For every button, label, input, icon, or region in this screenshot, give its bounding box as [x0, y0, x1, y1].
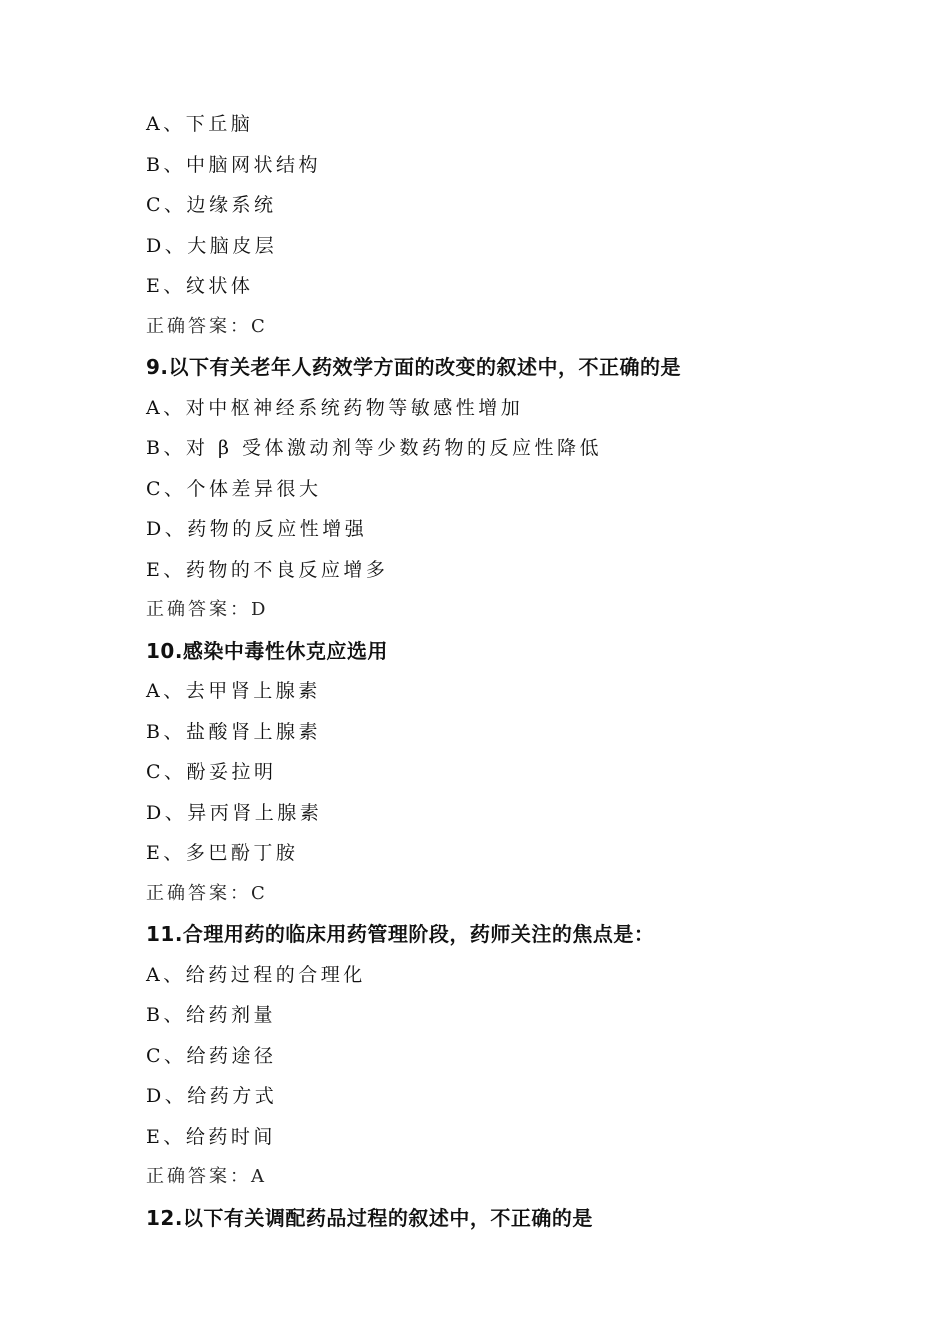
option-d: D、给药方式 — [146, 1085, 278, 1107]
question-title: 11.合理用药的临床用药管理阶段，药师关注的焦点是： — [146, 922, 655, 946]
question-9-block — [146, 347, 906, 631]
question-title: 12.以下有关调配药品过程的叙述中，不正确的是 — [146, 1205, 593, 1230]
option-a: A、下丘脑 — [146, 113, 254, 135]
option-d: D、大脑皮层 — [146, 234, 278, 257]
question-10-block — [146, 631, 906, 915]
option-e: E、多巴酚丁胺 — [146, 842, 299, 864]
option-b: B、中脑网状结构 — [146, 153, 321, 176]
option-d: D、异丙肾上腺素 — [146, 801, 323, 824]
option-a: A、对中枢神经系统药物等敏感性增加 — [146, 396, 524, 419]
option-c: C、给药途径 — [146, 1044, 277, 1067]
option-c: C、边缘系统 — [146, 194, 277, 216]
correct-answer: 正确答案：A — [146, 1166, 267, 1187]
question-title: 10.感染中毒性休克应选用 — [146, 638, 388, 663]
option-b: B、给药剂量 — [146, 1004, 276, 1026]
question-title: 9.以下有关老年人药效学方面的改变的叙述中，不正确的是 — [146, 355, 682, 379]
option-a: A、去甲肾上腺素 — [146, 680, 321, 702]
option-e: E、给药时间 — [146, 1125, 276, 1148]
option-c: C、个体差异很大 — [146, 477, 322, 500]
option-d: D、药物的反应性增强 — [146, 518, 368, 540]
correct-answer: 正确答案：C — [146, 882, 268, 904]
option-a: A、给药过程的合理化 — [146, 963, 366, 986]
option-e: E、纹状体 — [146, 275, 254, 297]
correct-answer: 正确答案：D — [146, 599, 269, 620]
correct-answer: 正确答案：C — [146, 315, 268, 337]
question-12-block — [146, 1198, 906, 1239]
document-page — [146, 104, 906, 1238]
option-b: B、对 β 受体激动剂等少数药物的反应性降低 — [146, 437, 603, 459]
option-c: C、酚妥拉明 — [146, 761, 277, 783]
option-b: B、盐酸肾上腺素 — [146, 720, 321, 743]
question-8-block — [146, 104, 906, 347]
option-e: E、药物的不良反应增多 — [146, 558, 389, 581]
question-11-block — [146, 914, 906, 1198]
